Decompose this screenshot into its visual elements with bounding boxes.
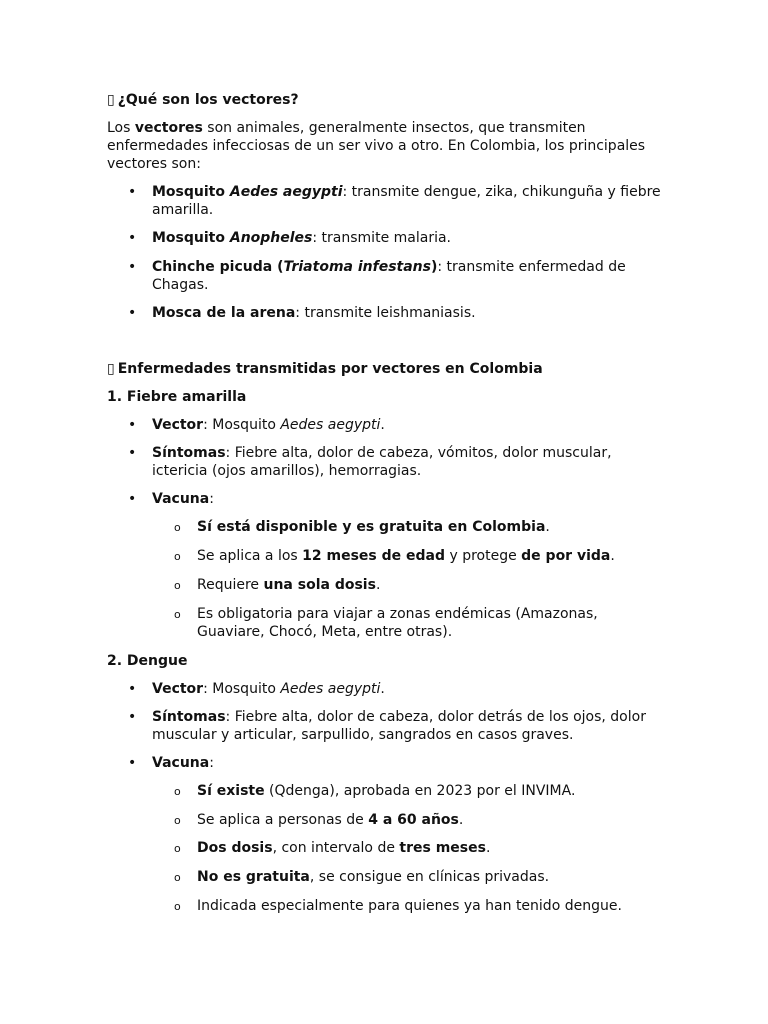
dengue-vector-item: • Vector: Mosquito Aedes aegypti. (152, 680, 667, 698)
box-glyph-icon: ▯ (107, 92, 115, 108)
dengue-vacuna-sub-item: o Se aplica a personas de 4 a 60 años. (197, 811, 667, 829)
dengue-vacuna-item: • Vacuna: (152, 754, 667, 772)
dengue-vacuna-sub-item: o Dos dosis, con intervalo de tres meses. (197, 839, 667, 857)
section-heading-enfermedades (107, 360, 543, 378)
list-item-anopheles: • Mosquito Anopheles: transmite malaria. (152, 229, 667, 247)
heading-text: Enfermedades transmitidas por vectores en Colombia (117, 361, 543, 377)
subheading-fiebre-amarilla: 1. Fiebre amarilla (107, 389, 247, 405)
list-item-triatoma: • Chinche picuda (Triatoma infestans): transmite enfermedad de Chagas. (152, 258, 667, 294)
fiebre-sintomas-item: • Síntomas: Fiebre alta, dolor de cabeza, vómitos, dolor muscular, ictericia (ojos amarillos), hemorragias. (152, 444, 667, 480)
dengue-vacuna-sub-item: o No es gratuita, se consigue en clínicas privadas. (197, 868, 667, 886)
fiebre-vacuna-sub-item: o Se aplica a los 12 meses de edad y protege de por vida. (197, 547, 667, 565)
subheading-dengue: 2. Dengue (107, 653, 188, 669)
section-heading-vectores (107, 91, 299, 109)
intro-paragraph: Los vectores son animales, generalmente insectos, que transmiten enfermedades infecciosas de un ser vivo a otro. En Colombia, los principales vectores son: (107, 120, 646, 172)
fiebre-vector-item: • Vector: Mosquito Aedes aegypti. (152, 416, 667, 434)
fiebre-vacuna-item: • Vacuna: (152, 490, 667, 508)
list-item-mosca: • Mosca de la arena: transmite leishmaniasis. (152, 304, 667, 322)
box-glyph-icon: ▯ (107, 361, 115, 377)
fiebre-vacuna-sub-item: o Es obligatoria para viajar a zonas endémicas (Amazonas, Guaviare, Chocó, Meta, entre otras). (197, 605, 667, 641)
fiebre-vacuna-sub-item: o Sí está disponible y es gratuita en Colombia. (197, 518, 667, 536)
heading-text: ¿Qué son los vectores? (117, 92, 299, 108)
dengue-vacuna-sub-item: o Sí existe (Qdenga), aprobada en 2023 por el INVIMA. (197, 782, 667, 800)
list-item-aedes: • Mosquito Aedes aegypti: transmite dengue, zika, chikunguña y fiebre amarilla. (152, 183, 667, 219)
fiebre-vacuna-sub-item: o Requiere una sola dosis. (197, 576, 667, 594)
dengue-vacuna-sub-item: o Indicada especialmente para quienes ya han tenido dengue. (197, 897, 667, 915)
dengue-sintomas-item: • Síntomas: Fiebre alta, dolor de cabeza, dolor detrás de los ojos, dolor muscular y articular, sarpullido, sangrados en casos graves. (152, 708, 667, 744)
